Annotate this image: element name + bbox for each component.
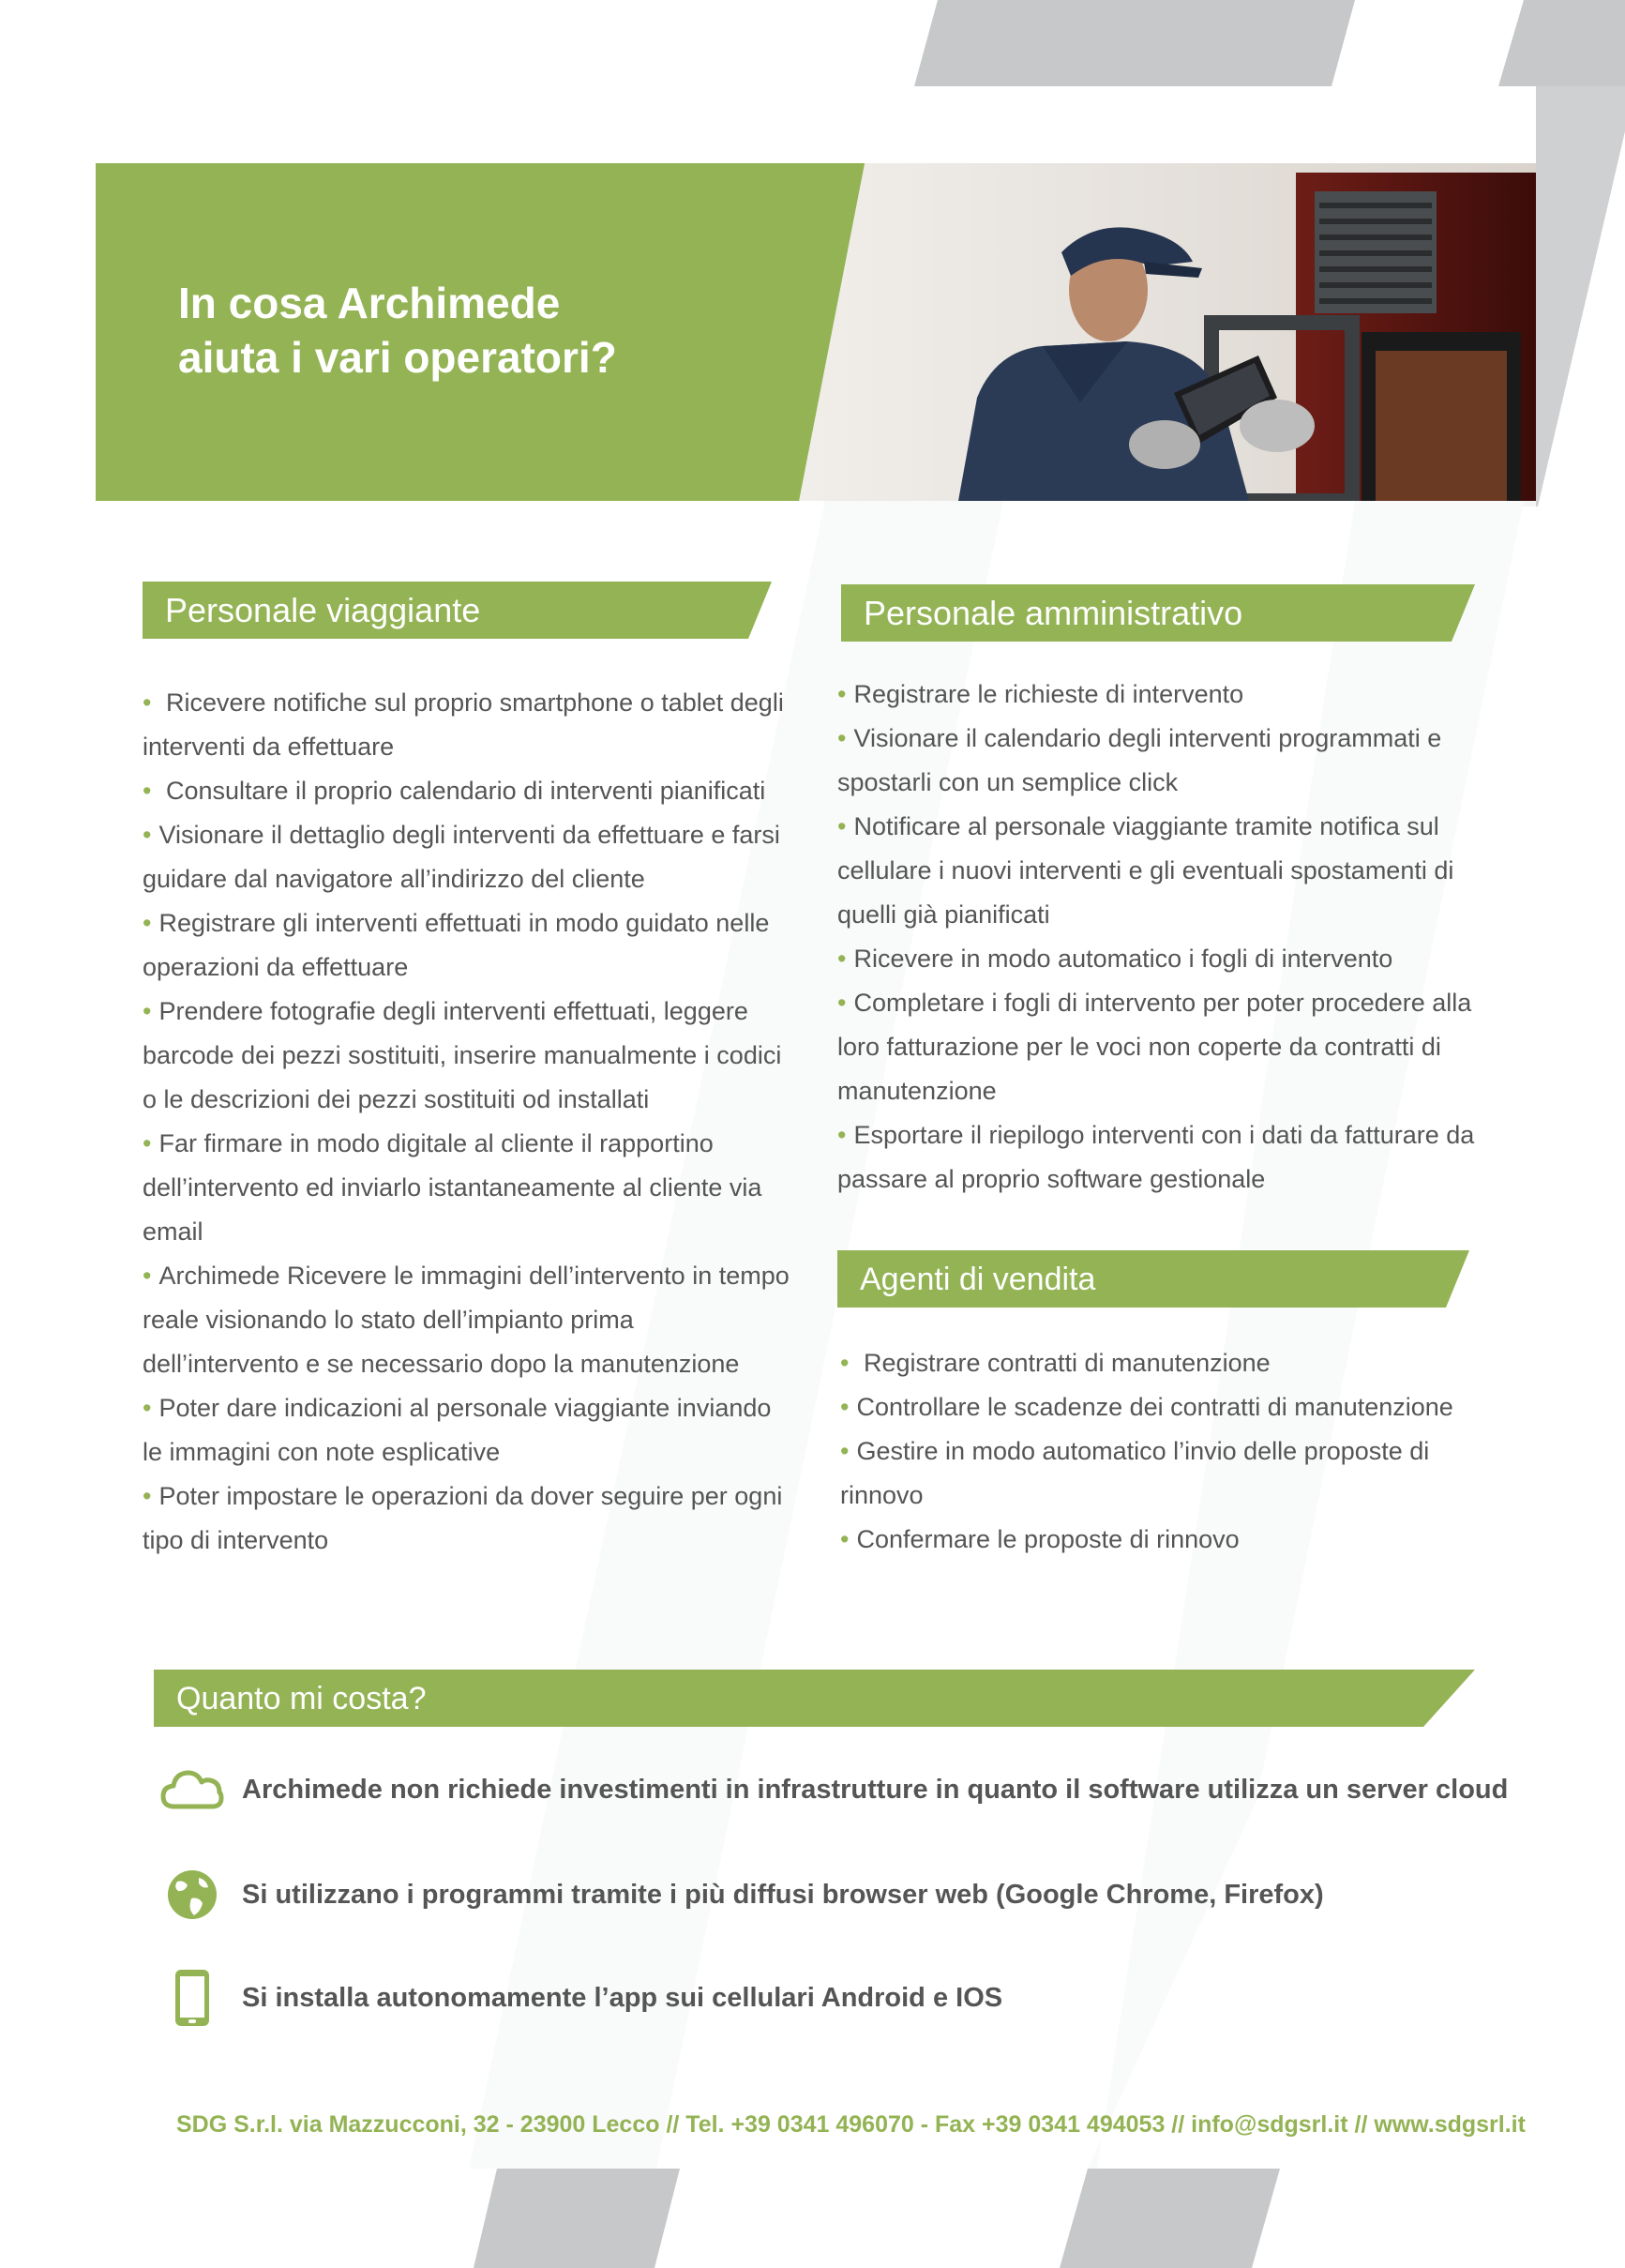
bullet-icon: • <box>837 1121 847 1149</box>
smartphone-icon <box>159 1970 225 2026</box>
list-item: • Poter impostare le operazioni da dover seguire per ogni tipo di intervento <box>143 1482 783 1554</box>
list-item: • Consultare il proprio calendario di interventi pianificati <box>143 777 766 805</box>
section-title-personale-amministrativo: Personale amministrativo <box>864 594 1243 632</box>
feature-text-app: Si installa autonomamente l’app sui cellulari Android e IOS <box>242 1983 1003 2013</box>
bullet-icon: • <box>837 812 847 840</box>
feature-text-cloud: Archimede non richiede investimenti in infrastrutture in quanto il software utilizza un server cloud <box>242 1775 1509 1805</box>
bullet-icon: • <box>143 1262 152 1290</box>
bullet-icon: • <box>840 1525 850 1553</box>
list-item: • Visionare il calendario degli interventi programmati e spostarli con un semplice click <box>837 724 1442 796</box>
list-personale-viaggiante <box>143 681 790 1563</box>
feature-browser <box>159 1867 1472 1923</box>
list-item: • Poter dare indicazioni al personale viaggiante inviando le immagini con note esplicative <box>143 1394 772 1466</box>
section-title-quanto-mi-costa: Quanto mi costa? <box>176 1681 427 1716</box>
list-agenti-di-vendita <box>840 1341 1478 1562</box>
feature-text-browser: Si utilizzano i programmi tramite i più diffusi browser web (Google Chrome, Firefox) <box>242 1880 1324 1910</box>
section-title-agenti-di-vendita: Agenti di vendita <box>860 1262 1096 1297</box>
bullet-icon: • <box>840 1349 850 1377</box>
bullet-icon: • <box>143 821 152 849</box>
bullet-icon: • <box>143 909 152 937</box>
list-item: • Ricevere in modo automatico i fogli di intervento <box>837 945 1393 973</box>
list-item: • Registrare gli interventi effettuati in modo guidato nelle operazioni da effettuare <box>143 909 770 981</box>
list-item: • Far firmare in modo digitale al cliente il rapportino dell’intervento ed inviarlo istantaneamente al cliente via email <box>143 1129 762 1246</box>
list-item: • Confermare le proposte di rinnovo <box>840 1525 1240 1553</box>
globe-icon <box>159 1867 225 1923</box>
feature-app <box>159 1970 1472 2026</box>
bullet-icon: • <box>840 1393 850 1421</box>
bullet-icon: • <box>837 945 847 973</box>
list-item: • Notificare al personale viaggiante tramite notifica sul cellulare i nuovi interventi e gli eventuali spostamenti di quelli già pianificati <box>837 812 1454 929</box>
bullet-icon: • <box>143 777 152 805</box>
feature-cloud <box>159 1761 1509 1818</box>
bullet-icon: • <box>837 989 847 1017</box>
bullet-icon: • <box>143 1482 152 1510</box>
list-item: • Prendere fotografie degli interventi effettuati, leggere barcode dei pezzi sostituiti, inserire manualmente i codici o le descrizioni dei pezzi sostituiti od installati <box>143 997 782 1113</box>
section-title-personale-viaggiante: Personale viaggiante <box>165 591 481 629</box>
list-item: • Registrare contratti di manutenzione <box>840 1349 1271 1377</box>
list-item: • Visionare il dettaglio degli interventi da effettuare e farsi guidare dal navigatore all’indirizzo del cliente <box>143 821 780 893</box>
bullet-icon: • <box>143 688 152 717</box>
bullet-icon: • <box>143 997 152 1025</box>
bullet-icon: • <box>143 1129 152 1157</box>
list-personale-amministrativo <box>837 673 1480 1202</box>
cloud-icon <box>159 1761 225 1818</box>
hero-title-line-2: aiuta i vari operatori? <box>178 333 617 382</box>
list-item: • Archimede Ricevere le immagini dell’intervento in tempo reale visionando lo stato dell’impianto prima dell’intervento e se necessario dopo la manutenzione <box>143 1262 790 1378</box>
bullet-icon: • <box>837 724 847 752</box>
list-item: • Gestire in modo automatico l’invio delle proposte di rinnovo <box>840 1437 1430 1509</box>
list-item: • Registrare le richieste di intervento <box>837 680 1244 708</box>
bullet-icon: • <box>143 1394 152 1422</box>
hero-title-line-1: In cosa Archimede <box>178 279 561 327</box>
footer-contact: SDG S.r.l. via Mazzucconi, 32 - 23900 Lecco // Tel. +39 0341 496070 - Fax +39 0341 494053 // info@sdgsrl.it // www.sdgsrl.it <box>176 2111 1526 2138</box>
list-item: • Esportare il riepilogo interventi con i dati da fatturare da passare al proprio software gestionale <box>837 1121 1475 1193</box>
bullet-icon: • <box>837 680 847 708</box>
list-item: • Controllare le scadenze dei contratti di manutenzione <box>840 1393 1453 1421</box>
bullet-icon: • <box>840 1437 850 1465</box>
list-item: • Completare i fogli di intervento per poter procedere alla loro fatturazione per le voci non coperte da contratti di manutenzione <box>837 989 1472 1105</box>
list-item: • Ricevere notifiche sul proprio smartphone o tablet degli interventi da effettuare <box>143 688 784 761</box>
